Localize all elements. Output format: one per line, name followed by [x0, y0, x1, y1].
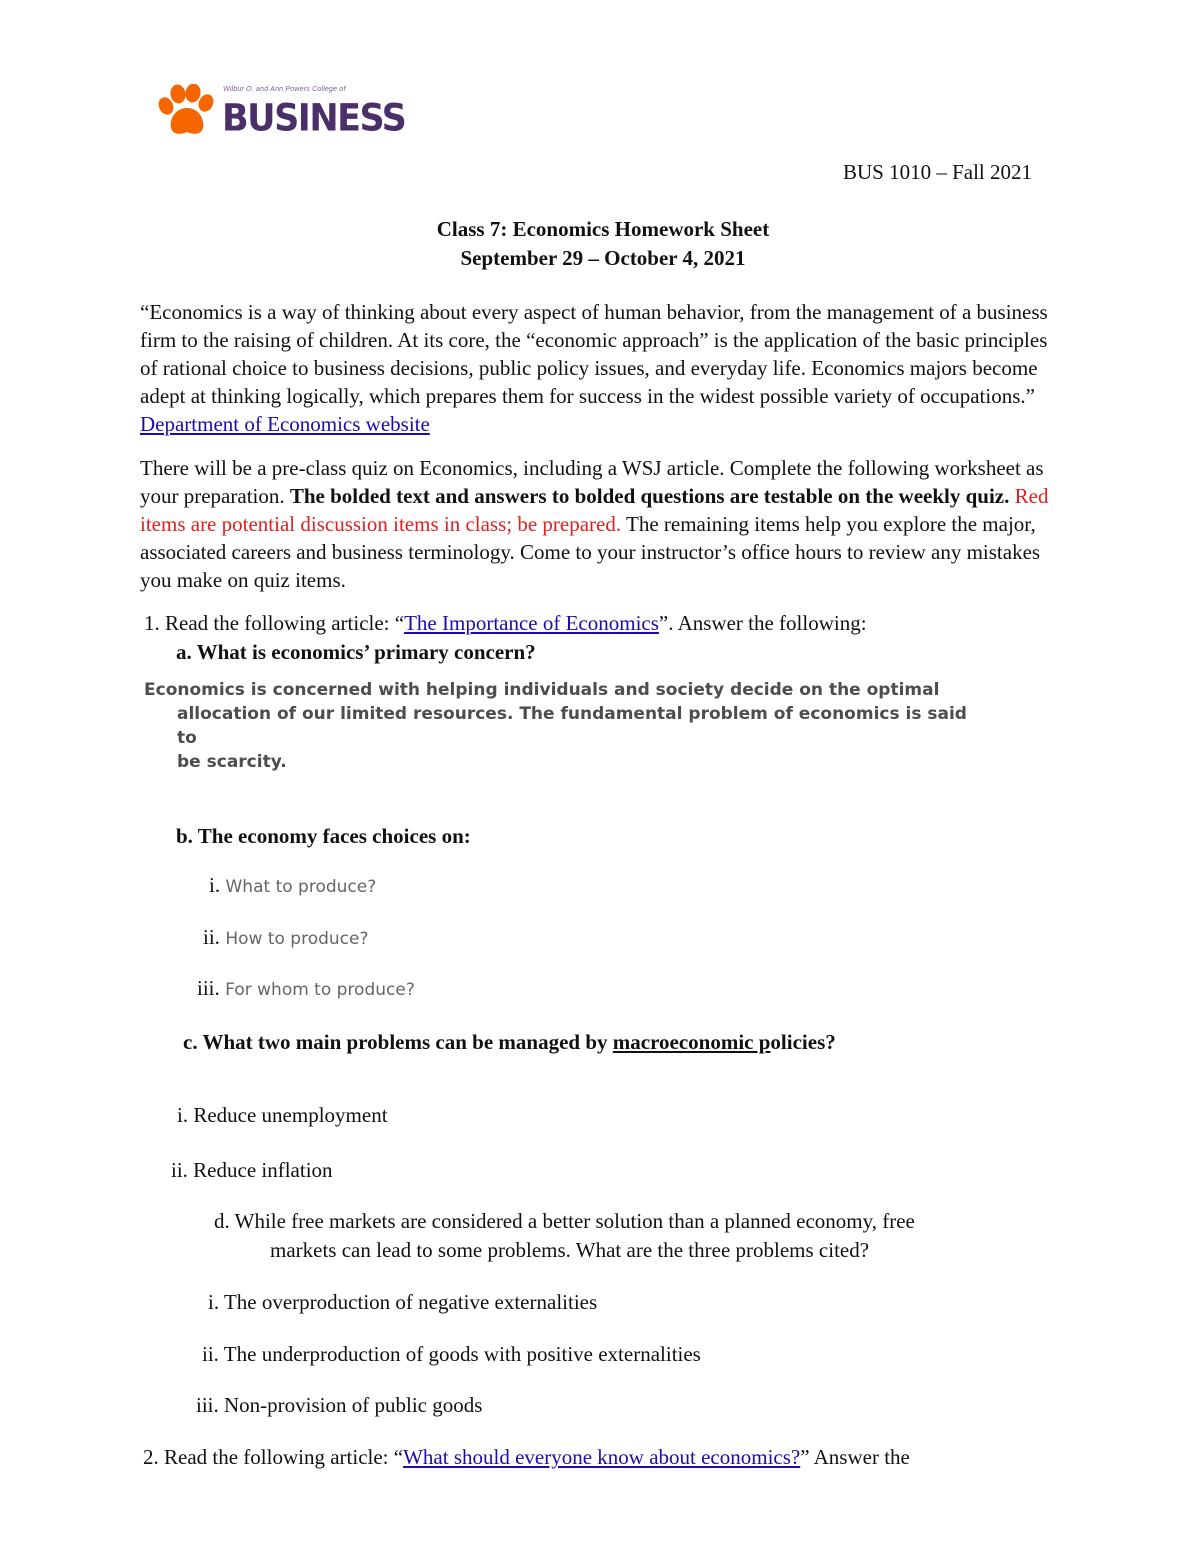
instructions-text-2: The remaining items help you explore the major, associated careers and business terminology. Come to your instructor’s office hours to review any mistakes you make on quiz items.: [140, 512, 1041, 592]
question-2-suffix: ” Answer the: [800, 1445, 910, 1469]
question-1d-line-1: d. While free markets are considered a better solution than a planned economy, free: [214, 1209, 915, 1233]
list-item-text: How to produce?: [219, 929, 369, 949]
question-1: [144, 609, 867, 637]
logo-tagline: Wilbur O. and Ann Powers College of: [223, 86, 346, 93]
question-1-suffix: ”. Answer the following:: [658, 611, 867, 635]
list-item-number: i.: [209, 873, 221, 897]
list-item-number: iii.: [197, 976, 220, 1000]
question-2-prefix: 2. Read the following article: “: [143, 1445, 404, 1469]
business-logo: [157, 82, 406, 141]
instructions-text-1: There will be a pre-class quiz on Economics, including a WSJ article. Complete the following worksheet as your preparation.: [140, 456, 1044, 508]
everyone-know-economics-link[interactable]: What should everyone know about economics?: [403, 1445, 801, 1469]
answer-1a-line-2: allocation of our limited resources. The fundamental problem of economics is said to: [177, 704, 967, 748]
question-1c-post: olicies?: [770, 1030, 836, 1054]
list-item: [203, 925, 369, 950]
intro-paragraph: [140, 298, 1070, 438]
logo-wordmark: BUSINESS: [222, 97, 406, 141]
page-title: Class 7: Economics Homework Sheet: [436, 217, 770, 241]
question-1c-underlined: macroeconomic p: [612, 1030, 771, 1054]
question-1d-line-2: markets can lead to some problems. What are the three problems cited?: [270, 1238, 870, 1262]
instructions-paragraph: [140, 454, 1070, 594]
answer-1a-line-3: be scarcity.: [177, 752, 287, 772]
question-2: [143, 1443, 910, 1471]
list-item: [209, 873, 376, 898]
instructions-red: Red items are potential discussion items in class; be prepared.: [140, 484, 1049, 536]
list-item-number: ii.: [203, 925, 220, 949]
list-item-text: What to produce?: [220, 877, 377, 897]
tiger-paw-icon: [157, 84, 217, 140]
economics-department-link[interactable]: Department of Economics website: [140, 412, 430, 436]
list-item: i. Reduce unemployment: [177, 1103, 388, 1127]
question-1-prefix: 1. Read the following article: “: [144, 611, 405, 635]
page-date-range: September 29 – October 4, 2021: [460, 246, 746, 270]
intro-quote: “Economics is a way of thinking about every aspect of human behavior, from the management of a business firm to the raising of children. At its core, the “economic approach” is the application of the basic principles of rational choice to business decisions, public policy issues, and everyday life. Economics majors become adept at thinking logically, which prepares them for success in the widest possible variety of occupations.”: [140, 300, 1048, 408]
answer-1a-line-1: Economics is concerned with helping individuals and society decide on the optimal: [144, 680, 940, 700]
question-1c-pre: c. What two main problems can be managed by: [183, 1030, 613, 1054]
instructions-bold: The bolded text and answers to bolded questions are testable on the weekly quiz.: [289, 484, 1010, 508]
question-1c: [183, 1028, 836, 1056]
list-item: [197, 976, 415, 1001]
list-item: i. The overproduction of negative externalities: [208, 1290, 598, 1314]
question-1a: a. What is economics’ primary concern?: [176, 640, 536, 664]
course-header: BUS 1010 – Fall 2021: [843, 160, 1033, 184]
list-item: ii. Reduce inflation: [171, 1158, 333, 1182]
question-1b: b. The economy faces choices on:: [176, 824, 471, 848]
list-item: ii. The underproduction of goods with positive externalities: [202, 1342, 701, 1366]
list-item-text: For whom to produce?: [219, 980, 415, 1000]
importance-of-economics-link[interactable]: The Importance of Economics: [404, 611, 659, 635]
list-item: iii. Non-provision of public goods: [196, 1393, 483, 1417]
answer-1a: [144, 678, 984, 774]
